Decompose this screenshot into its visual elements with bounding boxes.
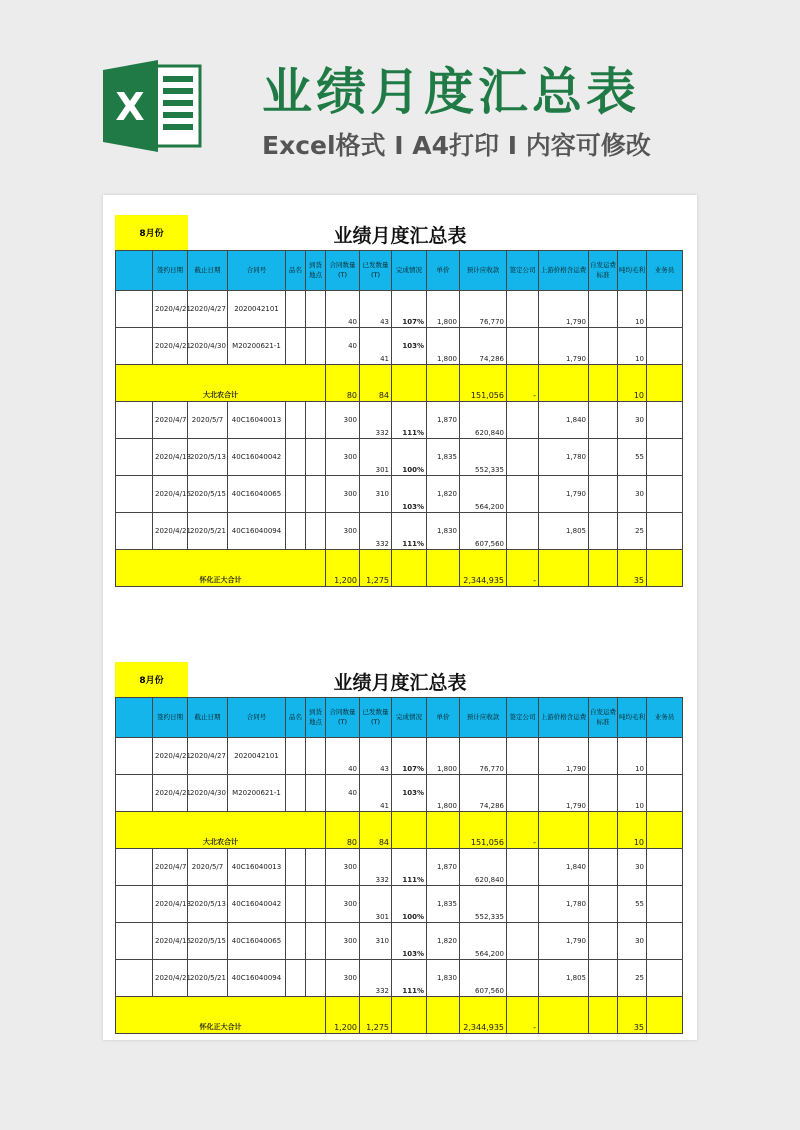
table-cell[interactable] <box>539 997 589 1034</box>
table-cell[interactable] <box>116 402 153 439</box>
column-header: 上游价格含运费 <box>539 251 589 291</box>
table-cell[interactable]: 300 <box>326 886 360 923</box>
table-row <box>116 402 683 439</box>
subtotal-label: 大北农合计 <box>116 365 326 402</box>
table-cell[interactable]: 40C16040094 <box>228 960 286 997</box>
table-cell[interactable]: 2020/5/15 <box>188 923 228 960</box>
table-cell[interactable]: 1,870 <box>427 849 460 886</box>
table-cell[interactable]: 76,770 <box>460 738 507 775</box>
table-cell[interactable] <box>507 923 539 960</box>
table-cell[interactable]: 10 <box>618 812 647 849</box>
column-header: 合同号 <box>228 698 286 738</box>
table-cell[interactable]: 564,200 <box>460 923 507 960</box>
table-cell[interactable]: 300 <box>326 439 360 476</box>
summary-table <box>115 250 683 587</box>
table-cell[interactable]: 10 <box>618 291 647 328</box>
table-cell[interactable]: 2,344,935 <box>460 550 507 587</box>
table-cell[interactable] <box>589 812 618 849</box>
table-cell[interactable] <box>116 923 153 960</box>
table-row <box>116 291 683 328</box>
table-cell[interactable]: 1,830 <box>427 513 460 550</box>
table-cell[interactable]: 1,800 <box>427 291 460 328</box>
table-cell[interactable]: 2020042101 <box>228 738 286 775</box>
table-cell[interactable]: 1,840 <box>539 402 589 439</box>
column-header: 合同号 <box>228 251 286 291</box>
column-header: 吨均毛利 <box>618 698 647 738</box>
table-cell[interactable] <box>427 550 460 587</box>
table-cell[interactable]: 1,805 <box>539 513 589 550</box>
column-header: 已发数量(T) <box>360 698 392 738</box>
table-cell[interactable] <box>116 476 153 513</box>
table-cell[interactable]: 1,830 <box>427 960 460 997</box>
table-cell[interactable] <box>427 997 460 1034</box>
table-cell[interactable]: 1,790 <box>539 775 589 812</box>
table-cell[interactable]: 2020/5/21 <box>188 960 228 997</box>
subtotal-row <box>116 550 683 587</box>
table-cell[interactable] <box>589 513 618 550</box>
column-header: 完成情况 <box>392 698 427 738</box>
table-cell[interactable]: 103% <box>392 476 427 513</box>
table-cell[interactable]: 40C16040042 <box>228 886 286 923</box>
table-cell[interactable] <box>647 328 683 365</box>
table-cell[interactable] <box>286 960 306 997</box>
table-cell[interactable]: 111% <box>392 849 427 886</box>
table-cell[interactable]: 1,790 <box>539 328 589 365</box>
column-header: 已发数量(T) <box>360 251 392 291</box>
column-header: 吨均毛利 <box>618 251 647 291</box>
table-cell[interactable]: 10 <box>618 738 647 775</box>
column-header <box>116 251 153 291</box>
column-header: 单价 <box>427 698 460 738</box>
column-header: 截止日期 <box>188 698 228 738</box>
table-cell[interactable]: 552,335 <box>460 886 507 923</box>
table-cell[interactable] <box>306 738 326 775</box>
table-cell[interactable]: 2020/4/13 <box>153 439 188 476</box>
table-cell[interactable]: 35 <box>618 550 647 587</box>
table-cell[interactable] <box>392 550 427 587</box>
table-cell[interactable]: 151,056 <box>460 365 507 402</box>
table-cell[interactable]: 1,200 <box>326 550 360 587</box>
column-header: 完成情况 <box>392 251 427 291</box>
table-cell[interactable]: 2020/4/15 <box>153 923 188 960</box>
table-cell[interactable]: 2020/4/7 <box>153 402 188 439</box>
table-cell[interactable]: 2020/5/13 <box>188 439 228 476</box>
table-cell[interactable]: 74,286 <box>460 328 507 365</box>
column-header <box>116 698 153 738</box>
table-cell[interactable] <box>589 997 618 1034</box>
column-header: 签定公司 <box>507 251 539 291</box>
table-cell[interactable]: 55 <box>618 439 647 476</box>
table-cell[interactable]: 41 <box>360 328 392 365</box>
table-row <box>116 328 683 365</box>
table-cell[interactable] <box>647 476 683 513</box>
table-cell[interactable] <box>507 328 539 365</box>
table-cell[interactable]: 1,790 <box>539 291 589 328</box>
table-cell[interactable]: 40C16040013 <box>228 402 286 439</box>
table-cell[interactable] <box>589 402 618 439</box>
table-cell[interactable] <box>589 886 618 923</box>
table-cell[interactable]: 1,790 <box>539 738 589 775</box>
table-cell[interactable]: 30 <box>618 476 647 513</box>
table-cell[interactable]: 310 <box>360 476 392 513</box>
table-cell[interactable] <box>306 886 326 923</box>
month-label: 8月份 <box>115 215 188 250</box>
table-cell[interactable]: 40C16040065 <box>228 476 286 513</box>
table-cell[interactable]: 103% <box>392 328 427 365</box>
table-cell[interactable] <box>647 960 683 997</box>
table-cell[interactable]: - <box>507 365 539 402</box>
table-cell[interactable]: 55 <box>618 886 647 923</box>
subtotal-row <box>116 997 683 1034</box>
column-header: 截止日期 <box>188 251 228 291</box>
table-cell[interactable]: 300 <box>326 476 360 513</box>
svg-text:X: X <box>115 85 145 129</box>
table-cell[interactable] <box>306 402 326 439</box>
table-cell[interactable] <box>507 886 539 923</box>
table-cell[interactable]: 10 <box>618 365 647 402</box>
table-cell[interactable]: 607,560 <box>460 960 507 997</box>
table-cell[interactable]: 151,056 <box>460 812 507 849</box>
column-header: 合同数量(T) <box>326 251 360 291</box>
table-cell[interactable] <box>647 738 683 775</box>
table-cell[interactable]: 1,275 <box>360 997 392 1034</box>
table-cell[interactable] <box>427 812 460 849</box>
table-cell[interactable] <box>306 291 326 328</box>
table-cell[interactable] <box>589 775 618 812</box>
table-cell[interactable]: 1,870 <box>427 402 460 439</box>
column-header: 合同数量(T) <box>326 698 360 738</box>
table-cell[interactable] <box>286 849 306 886</box>
table-cell[interactable]: 2020/4/21 <box>153 513 188 550</box>
table-cell[interactable]: 40C16040013 <box>228 849 286 886</box>
table-cell[interactable] <box>647 997 683 1034</box>
document-page <box>103 195 697 1040</box>
table-cell[interactable]: 103% <box>392 775 427 812</box>
table-cell[interactable]: 107% <box>392 738 427 775</box>
table-cell[interactable]: 552,335 <box>460 439 507 476</box>
table-cell[interactable] <box>647 923 683 960</box>
column-header: 到货地点 <box>306 251 326 291</box>
table-cell[interactable]: 80 <box>326 365 360 402</box>
column-header: 业务员 <box>647 698 683 738</box>
table-cell[interactable]: 25 <box>618 960 647 997</box>
table-cell[interactable] <box>647 849 683 886</box>
table-cell[interactable]: 40C16040065 <box>228 923 286 960</box>
table-cell[interactable]: 1,780 <box>539 439 589 476</box>
table-cell[interactable]: 41 <box>360 775 392 812</box>
excel-logo-icon <box>103 60 203 152</box>
table-cell[interactable] <box>589 476 618 513</box>
page-subtitle: Excel格式 I A4打印 I 内容可修改 <box>262 131 651 160</box>
table-cell[interactable]: 1,840 <box>539 849 589 886</box>
table-cell[interactable] <box>589 328 618 365</box>
table-cell[interactable]: 564,200 <box>460 476 507 513</box>
column-header: 自发运费标准 <box>589 251 618 291</box>
table-cell[interactable] <box>116 849 153 886</box>
table-cell[interactable]: 332 <box>360 849 392 886</box>
table-cell[interactable] <box>589 291 618 328</box>
table-cell[interactable] <box>286 402 306 439</box>
table-cell[interactable] <box>306 923 326 960</box>
table-cell[interactable] <box>589 439 618 476</box>
table-cell[interactable] <box>116 513 153 550</box>
table-cell[interactable]: 25 <box>618 513 647 550</box>
table-cell[interactable] <box>507 513 539 550</box>
table-cell[interactable] <box>539 365 589 402</box>
table-cell[interactable]: 30 <box>618 923 647 960</box>
table-cell[interactable]: 40C16040094 <box>228 513 286 550</box>
table-cell[interactable]: 620,840 <box>460 402 507 439</box>
table-cell[interactable]: 310 <box>360 923 392 960</box>
table-cell[interactable]: 100% <box>392 439 427 476</box>
table-cell[interactable] <box>647 439 683 476</box>
summary-table <box>115 697 683 1034</box>
table-cell[interactable]: 40 <box>326 738 360 775</box>
table-cell[interactable]: 2,344,935 <box>460 997 507 1034</box>
table-cell[interactable]: 301 <box>360 439 392 476</box>
column-header: 签定公司 <box>507 698 539 738</box>
table-cell[interactable]: 43 <box>360 291 392 328</box>
table-cell[interactable]: 1,805 <box>539 960 589 997</box>
table-cell[interactable] <box>286 513 306 550</box>
subtotal-label: 怀化正大合计 <box>116 997 326 1034</box>
header-row <box>116 698 683 738</box>
table-cell[interactable]: 2020/4/15 <box>153 476 188 513</box>
table-cell[interactable] <box>306 439 326 476</box>
table-cell[interactable] <box>647 402 683 439</box>
table-cell[interactable]: 2020/4/13 <box>153 886 188 923</box>
table-cell[interactable] <box>116 960 153 997</box>
table-cell[interactable]: 620,840 <box>460 849 507 886</box>
table-cell[interactable] <box>647 550 683 587</box>
table-cell[interactable] <box>116 775 153 812</box>
subtotal-label: 怀化正大合计 <box>116 550 326 587</box>
column-header: 品名 <box>286 698 306 738</box>
table-cell[interactable]: 2020/4/21 <box>153 328 188 365</box>
table-cell[interactable]: 84 <box>360 812 392 849</box>
table-cell[interactable]: 2020/4/21 <box>153 291 188 328</box>
table-cell[interactable]: 2020/5/21 <box>188 513 228 550</box>
subtotal-label: 大北农合计 <box>116 812 326 849</box>
table-cell[interactable]: 300 <box>326 960 360 997</box>
table-cell[interactable] <box>589 365 618 402</box>
table-cell[interactable] <box>507 738 539 775</box>
table-cell[interactable]: 111% <box>392 402 427 439</box>
table-cell[interactable] <box>392 812 427 849</box>
table-cell[interactable]: 111% <box>392 960 427 997</box>
table-cell[interactable]: 2020/5/15 <box>188 476 228 513</box>
table-cell[interactable]: 40 <box>326 291 360 328</box>
table-cell[interactable] <box>589 923 618 960</box>
table-cell[interactable] <box>589 550 618 587</box>
table-row <box>116 738 683 775</box>
table-cell[interactable] <box>647 886 683 923</box>
table-cell[interactable]: 74,286 <box>460 775 507 812</box>
table-cell[interactable] <box>116 738 153 775</box>
column-header: 品名 <box>286 251 306 291</box>
table-cell[interactable] <box>507 849 539 886</box>
table-cell[interactable]: 2020/4/27 <box>188 291 228 328</box>
table-cell[interactable]: 332 <box>360 960 392 997</box>
table-cell[interactable]: 10 <box>618 328 647 365</box>
sheet-title: 业绩月度汇总表 <box>333 225 467 247</box>
table-cell[interactable]: 300 <box>326 923 360 960</box>
header-row <box>116 251 683 291</box>
table-cell[interactable]: 332 <box>360 513 392 550</box>
table-cell[interactable] <box>507 402 539 439</box>
column-header: 预计应收款 <box>460 698 507 738</box>
table-cell[interactable]: 1,820 <box>427 476 460 513</box>
table-cell[interactable]: 100% <box>392 886 427 923</box>
table-cell[interactable] <box>306 476 326 513</box>
table-cell[interactable] <box>507 476 539 513</box>
table-cell[interactable] <box>427 365 460 402</box>
table-cell[interactable]: 2020/4/21 <box>153 960 188 997</box>
table-cell[interactable]: 111% <box>392 513 427 550</box>
table-cell[interactable]: 76,770 <box>460 291 507 328</box>
table-cell[interactable] <box>306 328 326 365</box>
table-cell[interactable]: 2020/4/27 <box>188 738 228 775</box>
table-cell[interactable] <box>286 328 306 365</box>
table-cell[interactable]: 2020/4/21 <box>153 775 188 812</box>
table-cell[interactable]: 103% <box>392 923 427 960</box>
table-cell[interactable]: 2020/5/7 <box>188 849 228 886</box>
table-row <box>116 923 683 960</box>
table-cell[interactable] <box>392 997 427 1034</box>
table-cell[interactable] <box>286 886 306 923</box>
table-cell[interactable]: 1,820 <box>427 923 460 960</box>
table-cell[interactable]: 1,790 <box>539 476 589 513</box>
table-cell[interactable] <box>286 476 306 513</box>
table-cell[interactable]: 1,800 <box>427 738 460 775</box>
table-cell[interactable]: 1,800 <box>427 328 460 365</box>
table-cell[interactable]: 2020/5/13 <box>188 886 228 923</box>
table-cell[interactable]: 2020/4/7 <box>153 849 188 886</box>
table-cell[interactable]: 300 <box>326 849 360 886</box>
column-header: 预计应收款 <box>460 251 507 291</box>
table-row <box>116 476 683 513</box>
table-cell[interactable] <box>286 738 306 775</box>
table-cell[interactable] <box>647 812 683 849</box>
column-header: 自发运费标准 <box>589 698 618 738</box>
month-label: 8月份 <box>115 662 188 697</box>
table-cell[interactable] <box>306 513 326 550</box>
table-cell[interactable]: 107% <box>392 291 427 328</box>
table-cell[interactable] <box>507 775 539 812</box>
table-cell[interactable] <box>539 550 589 587</box>
table-cell[interactable]: 300 <box>326 402 360 439</box>
table-cell[interactable]: M20200621-1 <box>228 775 286 812</box>
table-cell[interactable] <box>647 513 683 550</box>
table-cell[interactable]: 40 <box>326 775 360 812</box>
table-cell[interactable] <box>286 439 306 476</box>
table-cell[interactable] <box>507 439 539 476</box>
table-row <box>116 775 683 812</box>
table-cell[interactable] <box>286 291 306 328</box>
table-cell[interactable] <box>589 960 618 997</box>
table-cell[interactable]: 10 <box>618 775 647 812</box>
subtotal-row <box>116 365 683 402</box>
table-row <box>116 849 683 886</box>
table-row <box>116 513 683 550</box>
table-cell[interactable] <box>116 886 153 923</box>
table-cell[interactable]: 2020042101 <box>228 291 286 328</box>
table-cell[interactable] <box>306 960 326 997</box>
table-cell[interactable]: 2020/5/7 <box>188 402 228 439</box>
table-cell[interactable]: 1,275 <box>360 550 392 587</box>
table-row <box>116 886 683 923</box>
table-cell[interactable]: 1,780 <box>539 886 589 923</box>
table-cell[interactable] <box>647 365 683 402</box>
table-cell[interactable] <box>647 775 683 812</box>
table-cell[interactable]: 332 <box>360 402 392 439</box>
table-cell[interactable] <box>589 738 618 775</box>
table-cell[interactable] <box>286 775 306 812</box>
sheet-title: 业绩月度汇总表 <box>333 672 467 694</box>
table-cell[interactable] <box>539 812 589 849</box>
table-cell[interactable] <box>116 328 153 365</box>
table-cell[interactable]: 1,835 <box>427 886 460 923</box>
table-cell[interactable]: 43 <box>360 738 392 775</box>
table-cell[interactable] <box>507 291 539 328</box>
table-cell[interactable]: 1,835 <box>427 439 460 476</box>
table-cell[interactable]: 2020/4/21 <box>153 738 188 775</box>
table-cell[interactable]: 40 <box>326 328 360 365</box>
page-title: 业绩月度汇总表 <box>262 63 640 121</box>
table-cell[interactable]: 84 <box>360 365 392 402</box>
table-cell[interactable] <box>306 849 326 886</box>
table-cell[interactable] <box>647 291 683 328</box>
table-cell[interactable] <box>286 923 306 960</box>
table-cell[interactable]: - <box>507 812 539 849</box>
table-cell[interactable] <box>589 849 618 886</box>
table-cell[interactable]: 30 <box>618 402 647 439</box>
table-cell[interactable]: - <box>507 997 539 1034</box>
table-cell[interactable]: 40C16040042 <box>228 439 286 476</box>
column-header: 业务员 <box>647 251 683 291</box>
table-cell[interactable]: 30 <box>618 849 647 886</box>
table-cell[interactable]: - <box>507 550 539 587</box>
subtotal-row <box>116 812 683 849</box>
table-row <box>116 439 683 476</box>
table-cell[interactable]: 35 <box>618 997 647 1034</box>
table-cell[interactable]: 301 <box>360 886 392 923</box>
column-header: 到货地点 <box>306 698 326 738</box>
table-cell[interactable]: 607,560 <box>460 513 507 550</box>
table-cell[interactable] <box>507 960 539 997</box>
table-row <box>116 960 683 997</box>
table-cell[interactable]: 2020/4/30 <box>188 775 228 812</box>
table-cell[interactable]: M20200621-1 <box>228 328 286 365</box>
table-cell[interactable] <box>116 439 153 476</box>
table-cell[interactable]: 300 <box>326 513 360 550</box>
table-cell[interactable]: 2020/4/30 <box>188 328 228 365</box>
column-header: 签约日期 <box>153 251 188 291</box>
column-header: 单价 <box>427 251 460 291</box>
column-header: 上游价格含运费 <box>539 698 589 738</box>
table-cell[interactable]: 1,790 <box>539 923 589 960</box>
table-cell[interactable]: 1,200 <box>326 997 360 1034</box>
table-cell[interactable]: 1,800 <box>427 775 460 812</box>
table-cell[interactable] <box>392 365 427 402</box>
table-cell[interactable]: 80 <box>326 812 360 849</box>
column-header: 签约日期 <box>153 698 188 738</box>
table-cell[interactable] <box>306 775 326 812</box>
table-cell[interactable] <box>116 291 153 328</box>
